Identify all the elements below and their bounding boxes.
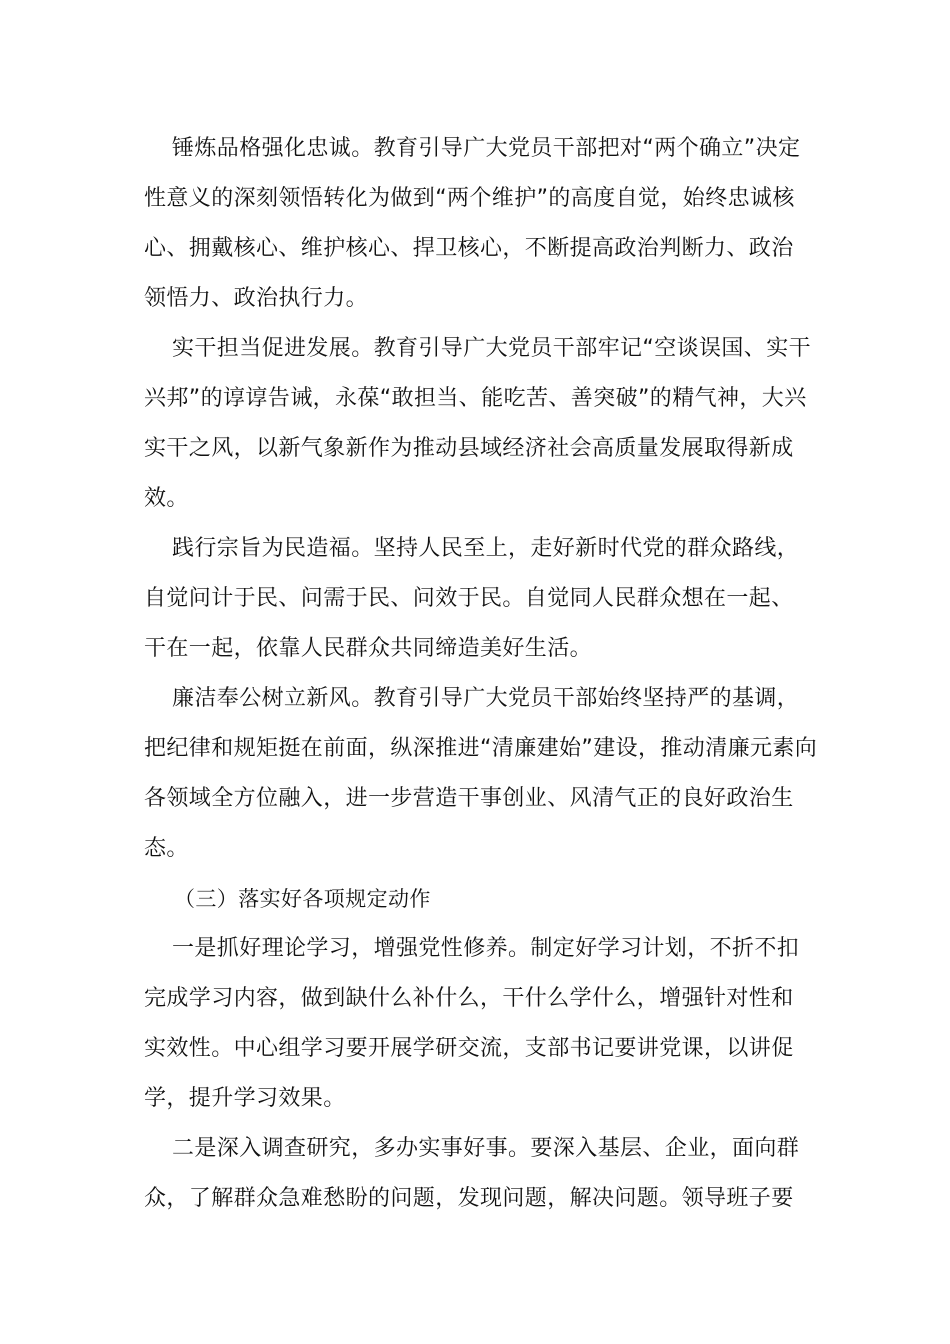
paragraph-line: 实干担当促进发展。教育引导广大党员干部牢记“空谈误国、实干	[172, 336, 811, 361]
paragraph-line: 兴邦”的谆谆告诫，永葆“敢担当、能吃苦、善突破”的精气神，大兴	[144, 386, 807, 411]
paragraph-line: 一是抓好理论学习，增强党性修养。制定好学习计划，不折不扣	[172, 936, 800, 961]
paragraph-line: 态。	[144, 836, 189, 861]
paragraph-line: 性意义的深刻领悟转化为做到“两个维护”的高度自觉，始终忠诚核	[144, 186, 795, 211]
paragraph-line: 干在一起，依靠人民群众共同缔造美好生活。	[144, 636, 593, 661]
paragraph-line: 锤炼品格强化忠诚。教育引导广大党员干部把对“两个确立”决定	[172, 136, 801, 161]
section-heading: （三）落实好各项规定动作	[174, 887, 431, 911]
paragraph-line: 领悟力、政治执行力。	[144, 286, 369, 311]
paragraph-line: 实效性。中心组学习要开展学研交流，支部书记要讲党课，以讲促	[144, 1036, 794, 1061]
paragraph-line: 完成学习内容，做到缺什么补什么，干什么学什么，增强针对性和	[144, 986, 794, 1011]
paragraph-line: 众，了解群众急难愁盼的问题，发现问题，解决问题。领导班子要	[144, 1186, 794, 1211]
paragraph-line: 廉洁奉公树立新风。教育引导广大党员干部始终坚持严的基调，	[172, 686, 800, 711]
paragraph-line: 心、拥戴核心、维护核心、捍卫核心，不断提高政治判断力、政治	[144, 236, 794, 261]
paragraph-line: 自觉问计于民、问需于民、问效于民。自觉同人民群众想在一起、	[144, 586, 794, 611]
paragraph-line: 学，提升学习效果。	[144, 1086, 346, 1111]
paragraph-line: 践行宗旨为民造福。坚持人民至上，走好新时代党的群众路线，	[172, 536, 800, 561]
paragraph-line: 把纪律和规矩挺在前面，纵深推进“清廉建始”建设，推动清廉元素向	[144, 736, 818, 761]
paragraph-line: 效。	[144, 486, 189, 511]
paragraph-line: 实干之风，以新气象新作为推动县域经济社会高质量发展取得新成	[144, 436, 794, 461]
paragraph-line: 各领域全方位融入，进一步营造干事创业、风清气正的良好政治生	[144, 786, 794, 811]
paragraph-line: 二是深入调查研究，多办实事好事。要深入基层、企业，面向群	[172, 1136, 800, 1161]
